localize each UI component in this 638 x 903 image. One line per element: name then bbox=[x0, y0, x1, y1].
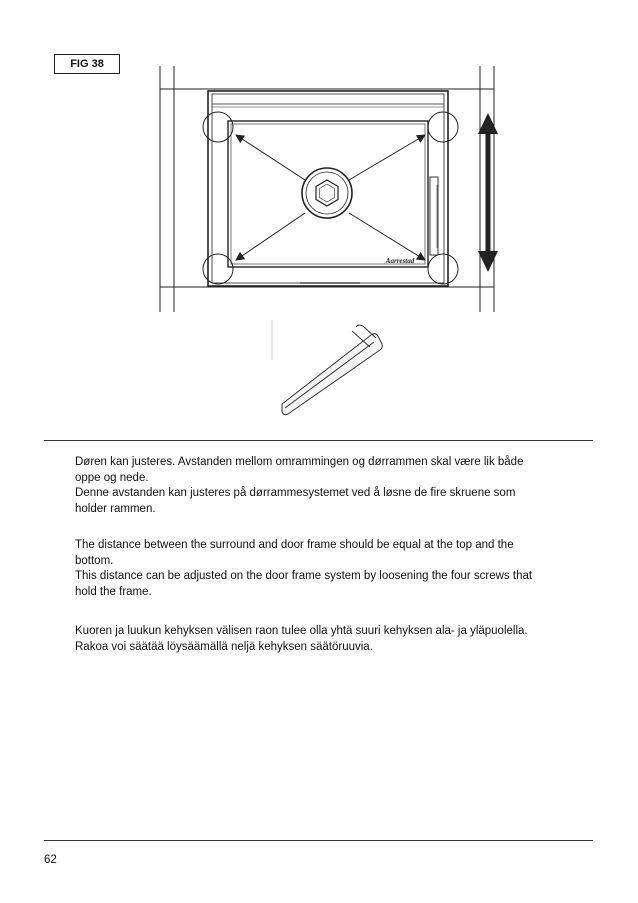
hex-key-symbol bbox=[302, 168, 352, 218]
text-line: oppe og nede. bbox=[75, 471, 149, 484]
text-line: Rakoa voi säätää löysäämällä neljä kehyksen säätöruuvia. bbox=[75, 640, 373, 653]
adjustment-arrows bbox=[236, 135, 425, 260]
text-line: hold the frame. bbox=[75, 585, 152, 598]
text-line: bottom. bbox=[75, 554, 114, 567]
bottom-divider bbox=[44, 840, 593, 841]
text-line: Kuoren ja luukun kehyksen välisen raon tulee olla yhtä suuri kehyksen ala- ja yläpuolella. bbox=[75, 625, 528, 637]
figure-label: FIG 38 bbox=[54, 54, 120, 74]
vertical-adjust-arrow bbox=[478, 113, 498, 272]
text-line: Døren kan justeres. Avstanden mellom omrammingen og dørrammen skal være lik både bbox=[75, 456, 524, 468]
text-line: holder rammen. bbox=[75, 502, 156, 515]
top-divider bbox=[44, 440, 593, 441]
english-paragraph bbox=[75, 538, 555, 600]
text-line: This distance can be adjusted on the door frame system by loosening the four screws that bbox=[75, 570, 533, 582]
text-line: Denne avstanden kan justeres på dørrammesystemet ved å løsne de fire skruene som bbox=[75, 487, 516, 499]
finnish-paragraph bbox=[75, 624, 555, 655]
text-line: The distance between the surround and door frame should be equal at the top and the bbox=[75, 539, 514, 551]
page-number: 62 bbox=[44, 854, 57, 866]
screw-bottom-right bbox=[428, 254, 458, 284]
norwegian-paragraph bbox=[75, 455, 555, 517]
allen-key-icon bbox=[272, 320, 382, 415]
screw-top-right bbox=[428, 112, 458, 142]
brand-mark: Aarrestad bbox=[385, 257, 415, 265]
stove-door-diagram bbox=[0, 0, 638, 440]
